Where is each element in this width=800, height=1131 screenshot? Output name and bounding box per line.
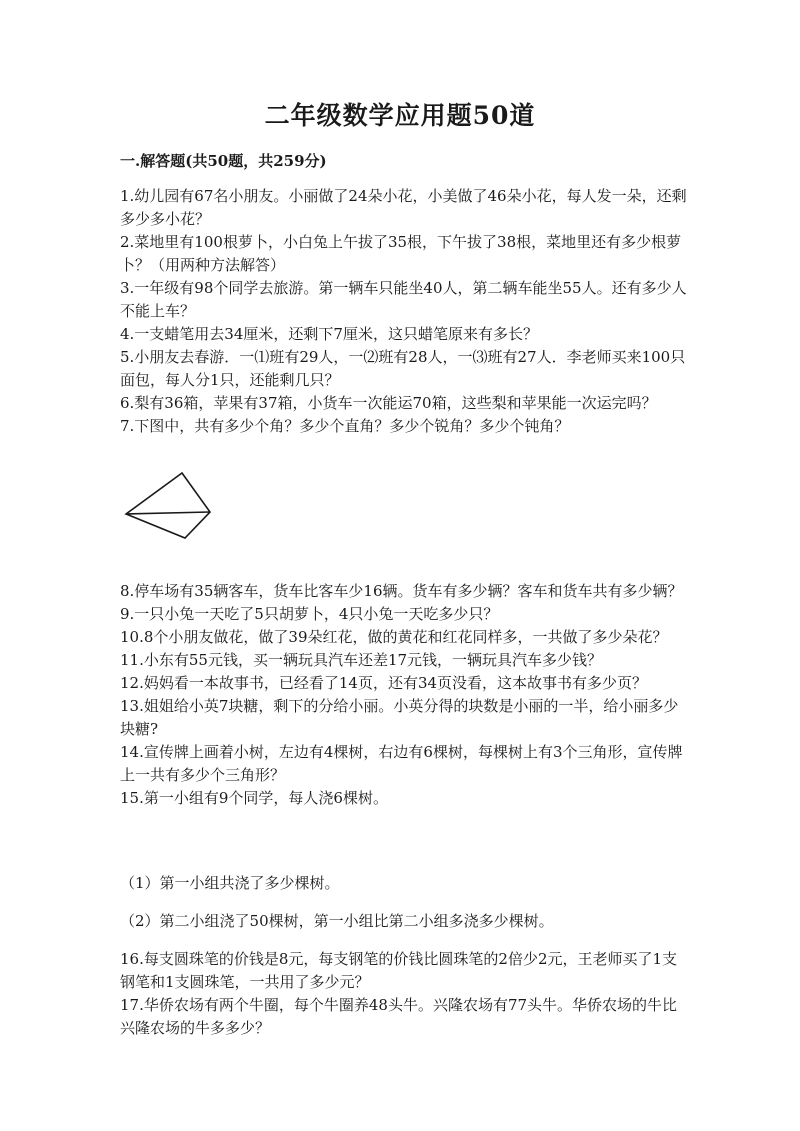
question-3: 3.一年级有98个同学去旅游。第一辆车只能坐40人，第二辆车能坐55人。还有多少人不能上车？	[120, 279, 687, 320]
page-title: 二年级数学应用题50道	[264, 101, 536, 130]
question-14: 14.宣传牌上画着小树，左边有4棵树，右边有6棵树，每棵树上有3个三角形，宣传牌上一共有多少个三角形？	[120, 743, 683, 784]
question-11: 11.小东有55元钱，买一辆玩具汽车还差17元钱，一辆玩具汽车多少钱？	[120, 651, 603, 669]
question-list-a	[120, 185, 690, 438]
question-12: 12.妈妈看一本故事书，已经看了14页，还有34页没看，这本故事书有多少页？	[120, 674, 648, 692]
question-17: 17.华侨农场有两个牛圈，每个牛圈养48头牛。兴隆农场有77头牛。华侨农场的牛比兴隆农场的牛多多少？	[120, 996, 678, 1037]
question-16: 16.每支圆珠笔的价钱是8元，每支钢笔的价钱比圆珠笔的2倍少2元，王老师买了1支钢笔和1支圆珠笔，一共用了多少元？	[120, 950, 678, 991]
question-6: 6.梨有36箱，苹果有37箱，小货车一次能运70箱，这些梨和苹果能一次运完吗？	[120, 394, 657, 412]
question-9: 9.一只小兔一天吃了5只胡萝卜，4只小兔一天吃多少只？	[120, 605, 499, 623]
section-heading: 一.解答题(共50题，共259分)	[120, 152, 327, 170]
question-15: 15.第一小组有9个同学，每人浇6棵树。	[120, 789, 388, 807]
question-2: 2.菜地里有100根萝卜，小白兔上午拔了35根，下午拔了38根，菜地里还有多少根萝卜？（用两种方法解答）	[120, 233, 682, 274]
question-list-b	[120, 580, 690, 810]
question-8: 8.停车场有35辆客车，货车比客车少16辆。货车有多少辆？客车和货车共有多少辆？	[120, 582, 683, 600]
question-1: 1.幼儿园有67名小朋友。小丽做了24朵小花，小美做了46朵小花，每人发一朵，还剩多少多小花？	[120, 187, 687, 228]
question-list-c	[120, 948, 690, 1040]
question-5: 5.小朋友去春游．一⑴班有29人，一⑵班有28人，一⑶班有27人．李老师买来100只面包，每人分1只，还能剩几只？	[120, 348, 686, 389]
question-15-part-2: （2）第二小组浇了50棵树，第一小组比第二小组多浇多少棵树。	[120, 912, 554, 930]
figure-outline	[126, 473, 210, 538]
quadrilateral-figure	[120, 468, 220, 543]
question-7: 7.下图中，共有多少个角？多少个直角？多少个锐角？多少个钝角？	[120, 417, 570, 435]
figure-diagonal	[126, 512, 210, 514]
question-13: 13.姐姐给小英7块糖，剩下的分给小丽。小英分得的块数是小丽的一半，给小丽多少块糖?	[120, 697, 679, 738]
question-15-part-1: （1）第一小组共浇了多少棵树。	[120, 874, 340, 892]
question-10: 10.8个小朋友做花，做了39朵红花，做的黄花和红花同样多，一共做了多少朵花？	[120, 628, 668, 646]
question-4: 4.一支蜡笔用去34厘米，还剩下7厘米，这只蜡笔原来有多长？	[120, 325, 538, 343]
